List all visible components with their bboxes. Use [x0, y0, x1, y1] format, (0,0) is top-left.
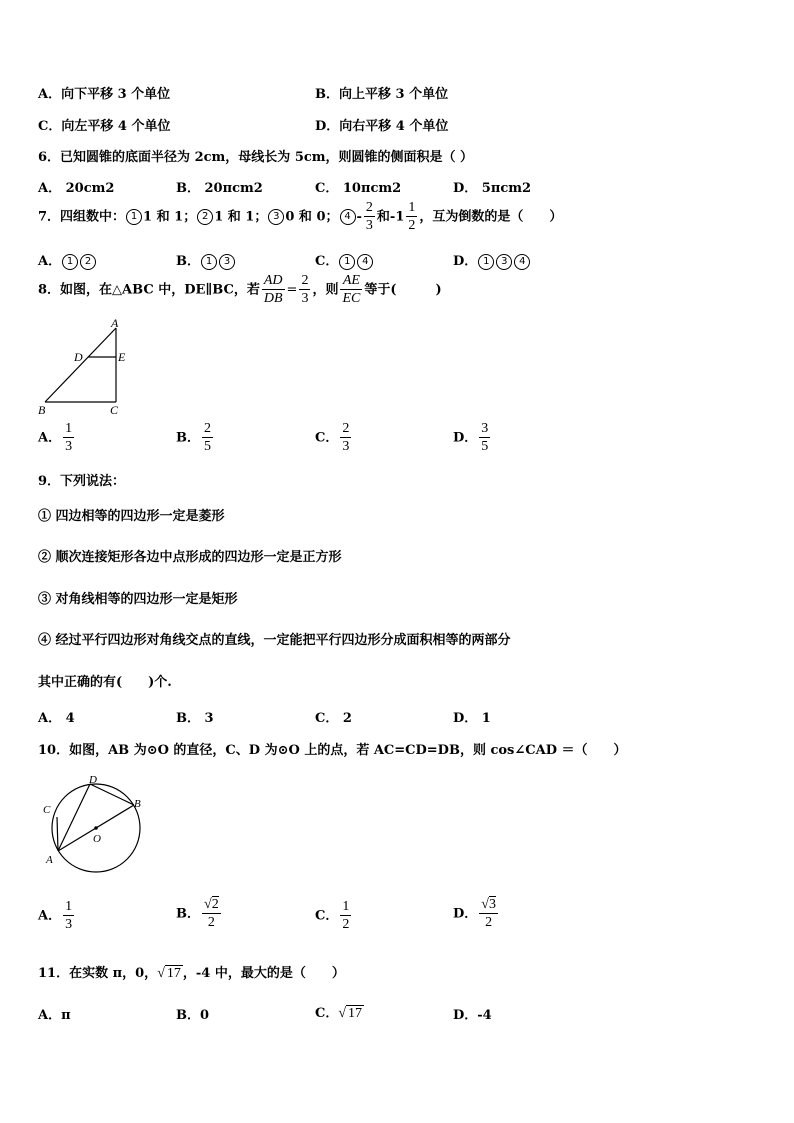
q7-option-c: [315, 250, 374, 270]
q6-option-d: D． 5πcm2: [453, 181, 532, 196]
q9-option-d: D． 1: [453, 711, 491, 726]
option-label: C．: [315, 1006, 339, 1021]
fraction: [202, 898, 221, 930]
denominator: 3: [65, 439, 73, 454]
q8-text: ，则: [312, 282, 339, 298]
fraction: [63, 900, 74, 932]
denominator: 3: [365, 218, 373, 233]
numerator: 2: [342, 421, 350, 436]
q9-option-b: B． 3: [176, 711, 214, 726]
center-point: [94, 826, 98, 830]
numerator: AE: [340, 274, 362, 290]
option-label: A．: [38, 254, 62, 269]
q5-option-c: C．向左平移 4 个单位: [38, 119, 171, 134]
option-label: D．: [453, 906, 478, 922]
radicand: 3: [488, 897, 496, 912]
numerator: 1: [408, 200, 416, 215]
q5-option-b: B．向上平移 3 个单位: [315, 87, 449, 102]
square-root: √ 17: [157, 966, 181, 981]
denominator: 2: [485, 915, 493, 930]
q7-text: 和-1: [376, 209, 405, 225]
numerator: 1: [65, 421, 73, 436]
q10-option-d: [453, 898, 500, 930]
circled-number: 4: [357, 254, 373, 270]
triangle-figure: [36, 318, 136, 418]
denominator: 5: [204, 439, 211, 454]
q5-option-a: A．向下平移 3 个单位: [38, 87, 171, 102]
label-a: A: [46, 854, 53, 866]
label-b: B: [38, 403, 46, 417]
q11-stem-suffix: ，-4 中，最大的是（ ）: [182, 966, 345, 981]
q8-text: 等于( ): [364, 282, 442, 298]
option-label: A．: [38, 430, 62, 446]
option-label: B．: [176, 906, 200, 922]
circled-number: 4: [340, 209, 356, 225]
option-label: B．: [176, 254, 200, 269]
q9-statement-2: ② 顺次连接矩形各边中点形成的四边形一定是正方形: [38, 550, 342, 565]
circled-number: 4: [514, 254, 530, 270]
option-label: C．: [315, 430, 339, 446]
q5-option-d: D．向右平移 4 个单位: [315, 119, 449, 134]
denominator: EC: [342, 291, 361, 306]
q9-statement-4: ④ 经过平行四边形对角线交点的直线，一定能把平行四边形分成面积相等的两部分: [38, 633, 511, 648]
q6-option-a: A． 20cm2: [38, 181, 115, 196]
side-ab: [45, 328, 116, 402]
denominator: 3: [342, 439, 350, 454]
q6-option-c: C． 10πcm2: [315, 181, 402, 196]
q9-statement-1: ① 四边相等的四边形一定是菱形: [38, 509, 225, 524]
fraction: [202, 422, 213, 454]
numerator: 2: [301, 273, 309, 288]
option-label: C．: [315, 254, 339, 269]
q11-option-d: D．-4: [453, 1008, 492, 1023]
option-label: D．: [453, 254, 478, 269]
radicand: 17: [166, 966, 181, 981]
circled-number: 1: [62, 254, 78, 270]
circled-number: 1: [126, 209, 142, 225]
q7-stem: [38, 201, 562, 233]
fraction: [63, 422, 74, 454]
q11-option-b: B．0: [176, 1008, 210, 1023]
q10-option-b: [176, 898, 223, 930]
circled-number: 3: [219, 254, 235, 270]
denominator: 2: [342, 917, 350, 932]
circled-number: 1: [201, 254, 217, 270]
numerator: 2: [204, 421, 211, 436]
q8-option-c: [315, 422, 353, 454]
q7-option-a: [38, 250, 97, 270]
label-b: B: [134, 798, 141, 810]
q10-option-c: [315, 900, 353, 932]
q7-text: 1 和 1；: [214, 209, 268, 225]
q11-option-c: [315, 1002, 364, 1022]
fraction: [479, 898, 498, 930]
option-label: D．: [453, 430, 478, 446]
fraction: [364, 201, 375, 233]
fraction: [340, 274, 362, 306]
radicand: 17: [348, 1006, 363, 1021]
q6-stem: 6．已知圆锥的底面半径为 2cm，母线长为 5cm，则圆锥的侧面积是（ ）: [38, 150, 474, 165]
denominator: DB: [263, 291, 283, 306]
label-d: D: [89, 774, 97, 786]
circle-figure: [38, 770, 148, 880]
label-o: O: [93, 833, 101, 845]
denominator: 5: [481, 439, 489, 454]
fraction: [340, 900, 351, 932]
numerator: √3: [481, 897, 496, 912]
chord-ac: [57, 817, 58, 851]
circled-number: 3: [496, 254, 512, 270]
q7-text: ，互为倒数的是（ ）: [419, 209, 563, 225]
q7-text: 1 和 1；: [143, 209, 197, 225]
circled-number: 3: [268, 209, 284, 225]
label-d: D: [74, 350, 83, 364]
numerator: 3: [481, 421, 489, 436]
circled-number: 2: [197, 209, 213, 225]
denominator: 3: [301, 291, 309, 306]
q9-stem: 9．下列说法：: [38, 474, 126, 489]
label-c: C: [110, 403, 119, 417]
q7-option-d: [453, 250, 531, 270]
radicand: 2: [211, 897, 219, 912]
q7-stem-prefix: 7．四组数中：: [38, 209, 126, 225]
fraction: [406, 201, 417, 233]
fraction: [262, 274, 285, 306]
option-label: C．: [315, 908, 339, 924]
denominator: 2: [207, 915, 215, 930]
equals-sign: =: [286, 282, 298, 298]
fraction: [479, 422, 490, 454]
fraction: [299, 274, 310, 306]
circled-number: 1: [339, 254, 355, 270]
q8-stem-prefix: 8．如图，在△ABC 中，DE∥BC，若: [38, 282, 260, 298]
numerator: 1: [65, 899, 73, 914]
q6-option-b: B． 20πcm2: [176, 181, 263, 196]
numerator: AD: [263, 273, 283, 288]
q7-option-b: [176, 250, 236, 270]
label-c: C: [43, 804, 51, 816]
q11-stem-prefix: 11．在实数 π，0，: [38, 966, 158, 981]
denominator: 2: [408, 218, 416, 233]
square-root: √ 17: [338, 1006, 363, 1021]
q8-option-d: [453, 422, 492, 454]
option-label: B．: [176, 430, 200, 446]
label-e: E: [118, 350, 126, 364]
numerator: √2: [204, 897, 219, 912]
circled-number: 2: [80, 254, 96, 270]
q8-option-a: [38, 422, 76, 454]
q7-text: -: [356, 209, 362, 225]
q9-option-a: A． 4: [38, 711, 75, 726]
option-label: A．: [38, 908, 62, 924]
denominator: 3: [65, 917, 73, 932]
q9-tail: 其中正确的有( )个.: [38, 675, 172, 690]
numerator: 1: [342, 899, 350, 914]
label-a: A: [111, 318, 119, 330]
q9-option-c: C． 2: [315, 711, 352, 726]
q8-stem: [38, 274, 442, 306]
q9-statement-3: ③ 对角线相等的四边形一定是矩形: [38, 592, 238, 607]
q10-option-a: [38, 900, 76, 932]
q11-stem: [38, 962, 345, 982]
circled-number: 1: [478, 254, 494, 270]
q10-stem: 10．如图，AB 为⊙O 的直径，C、D 为⊙O 上的点，若 AC=CD=DB，则 cos∠CAD ＝（ ）: [38, 743, 627, 758]
fraction: [340, 422, 351, 454]
q8-option-b: [176, 422, 215, 454]
q11-option-a: A．π: [38, 1008, 71, 1023]
q7-text: 0 和 0；: [285, 209, 339, 225]
numerator: 2: [365, 200, 373, 215]
